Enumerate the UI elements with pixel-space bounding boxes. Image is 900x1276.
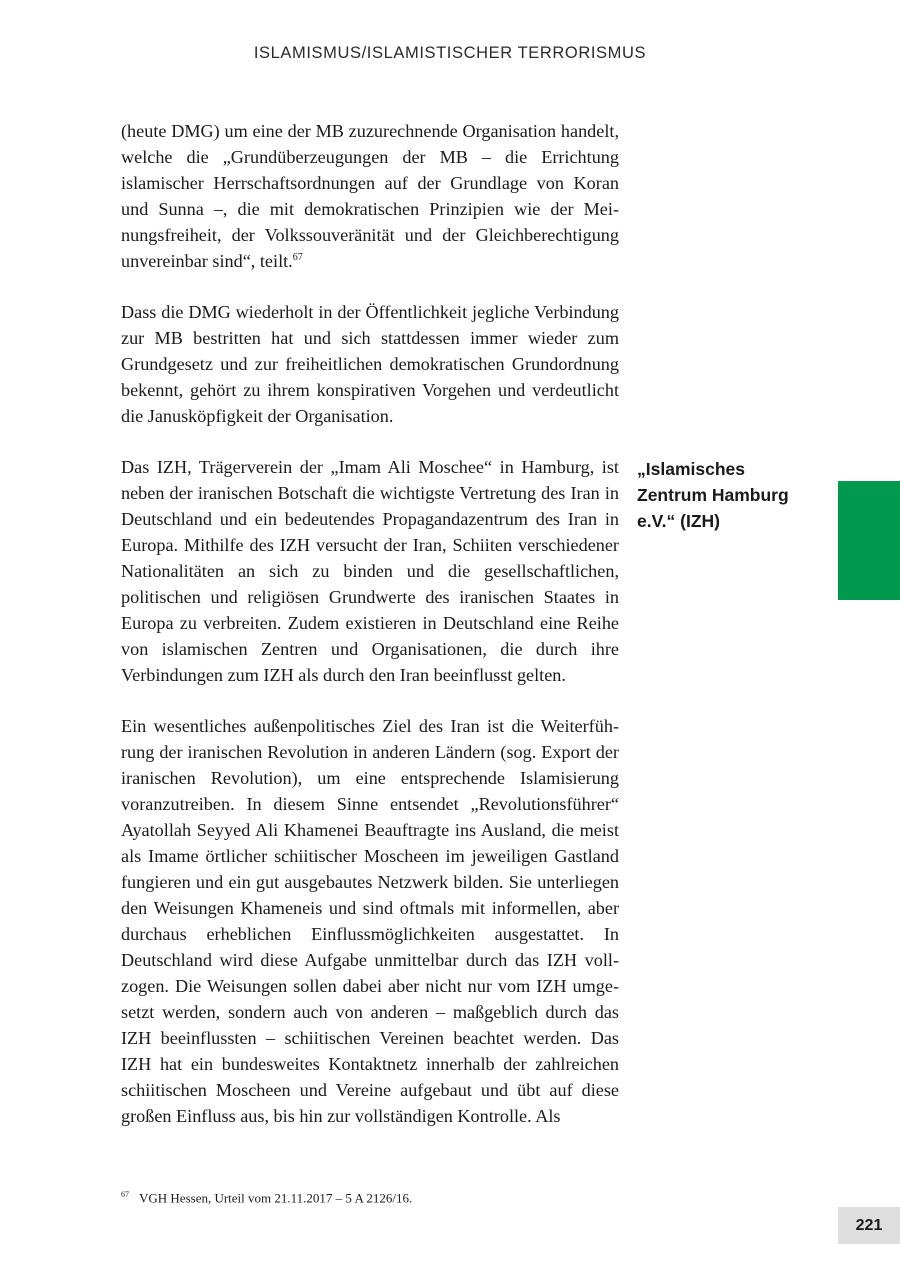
chapter-color-tab (838, 481, 900, 600)
paragraph-2: Dass die DMG wiederholt in der Öffentlichkeit jegliche Verbindung zur MB bestritten hat und sich stattdessen immer wieder zum Grundgesetz und zur freiheitlichen demokratischen Grundordnung bekennt, gehört zu ihrem konspirativen Vorgehen und verdeutlicht die Janusköpfigkeit der Organisation. (121, 302, 619, 426)
paragraph-4: Ein wesentliches außenpolitisches Ziel des Iran ist die Weiterführung der iranischen Revolution in anderen Ländern (sog. Export der iranischen Revolution), um eine entsprechende Islamisierung voranzutreiben. In diesem Sinne entsendet „Revolutionsführer“ Ayatollah Seyyed Ali Khamenei Beauftragte ins Ausland, die meist als Imame örtlicher schiitischer Moscheen im jeweiligen Gastland fungieren und ein gut ausgebautes Netzwerk bilden. Sie unterliegen den Weisungen Khameneis und sind oftmals mit informellen, aber durchaus erheblichen Einflussmöglichkeiten ausgestattet. In Deutschland wird diese Aufgabe unmittelbar durch das IZH vollzogen. Die Weisungen sollen dabei aber nicht nur vom IZH umgesetzt werden, sondern auch von anderen – maßgeblich durch das IZH beeinflussten – schiitischen Vereinen beachtet werden. Das IZH hat ein bundesweites Kontaktnetz innerhalb der zahlreichen schiitischen Moscheen und Vereine aufgebaut und übt auf diese großen Einfluss aus, bis hin zur vollständigen Kontrolle. Als (121, 716, 619, 1126)
footnote-number: 67 (121, 1190, 129, 1199)
footnote-reference[interactable]: 67 (292, 251, 303, 263)
paragraph-1 (121, 118, 619, 274)
footnote-text: VGH Hessen, Urteil vom 21.11.2017 – 5 A 2126/16. (139, 1190, 413, 1206)
paragraph-1-text: (heute DMG) um eine der MB zuzurechnende Organisation handelt, welche die „Grundüberzeugungen der MB – die Errichtung islamischer Herrschaftsordnungen auf der Grundlage von Koran und Sunna –, die mit demokratischen Prinzipien wie der Meinungsfreiheit, der Volkssouveränität und der Gleichberechtigung unvereinbar sind“, teilt. (121, 121, 619, 271)
paragraph-3: Das IZH, Trägerverein der „Imam Ali Moschee“ in Hamburg, ist neben der iranischen Botschaft die wichtigste Vertretung des Iran in Deutschland und ein bedeutendes Propagandazentrum des Iran in Europa. Mithilfe des IZH versucht der Iran, Schiiten verschiedener Nationalitäten an sich zu binden und die gesellschaftlichen, politischen und religiösen Grundwerte des iranischen Staates in Europa zu verbreiten. Zudem existieren in Deutschland eine Reihe von islamischen Zentren und Organisationen, die durch ihre Verbindungen zum IZH als durch den Iran beeinflusst gelten. (121, 457, 619, 685)
footnote (121, 1186, 621, 1207)
margin-heading-line-1: „Islamisches (637, 459, 745, 479)
margin-heading-line-3: e.V.“ (IZH) (637, 511, 720, 531)
running-header: ISLAMISMUS/ISLAMISTISCHER TERRORISMUS (253, 44, 647, 62)
margin-heading (637, 456, 807, 534)
body-text (121, 118, 619, 1154)
margin-heading-line-2: Zentrum Hamburg (637, 485, 789, 505)
page-number: 221 (838, 1207, 900, 1244)
